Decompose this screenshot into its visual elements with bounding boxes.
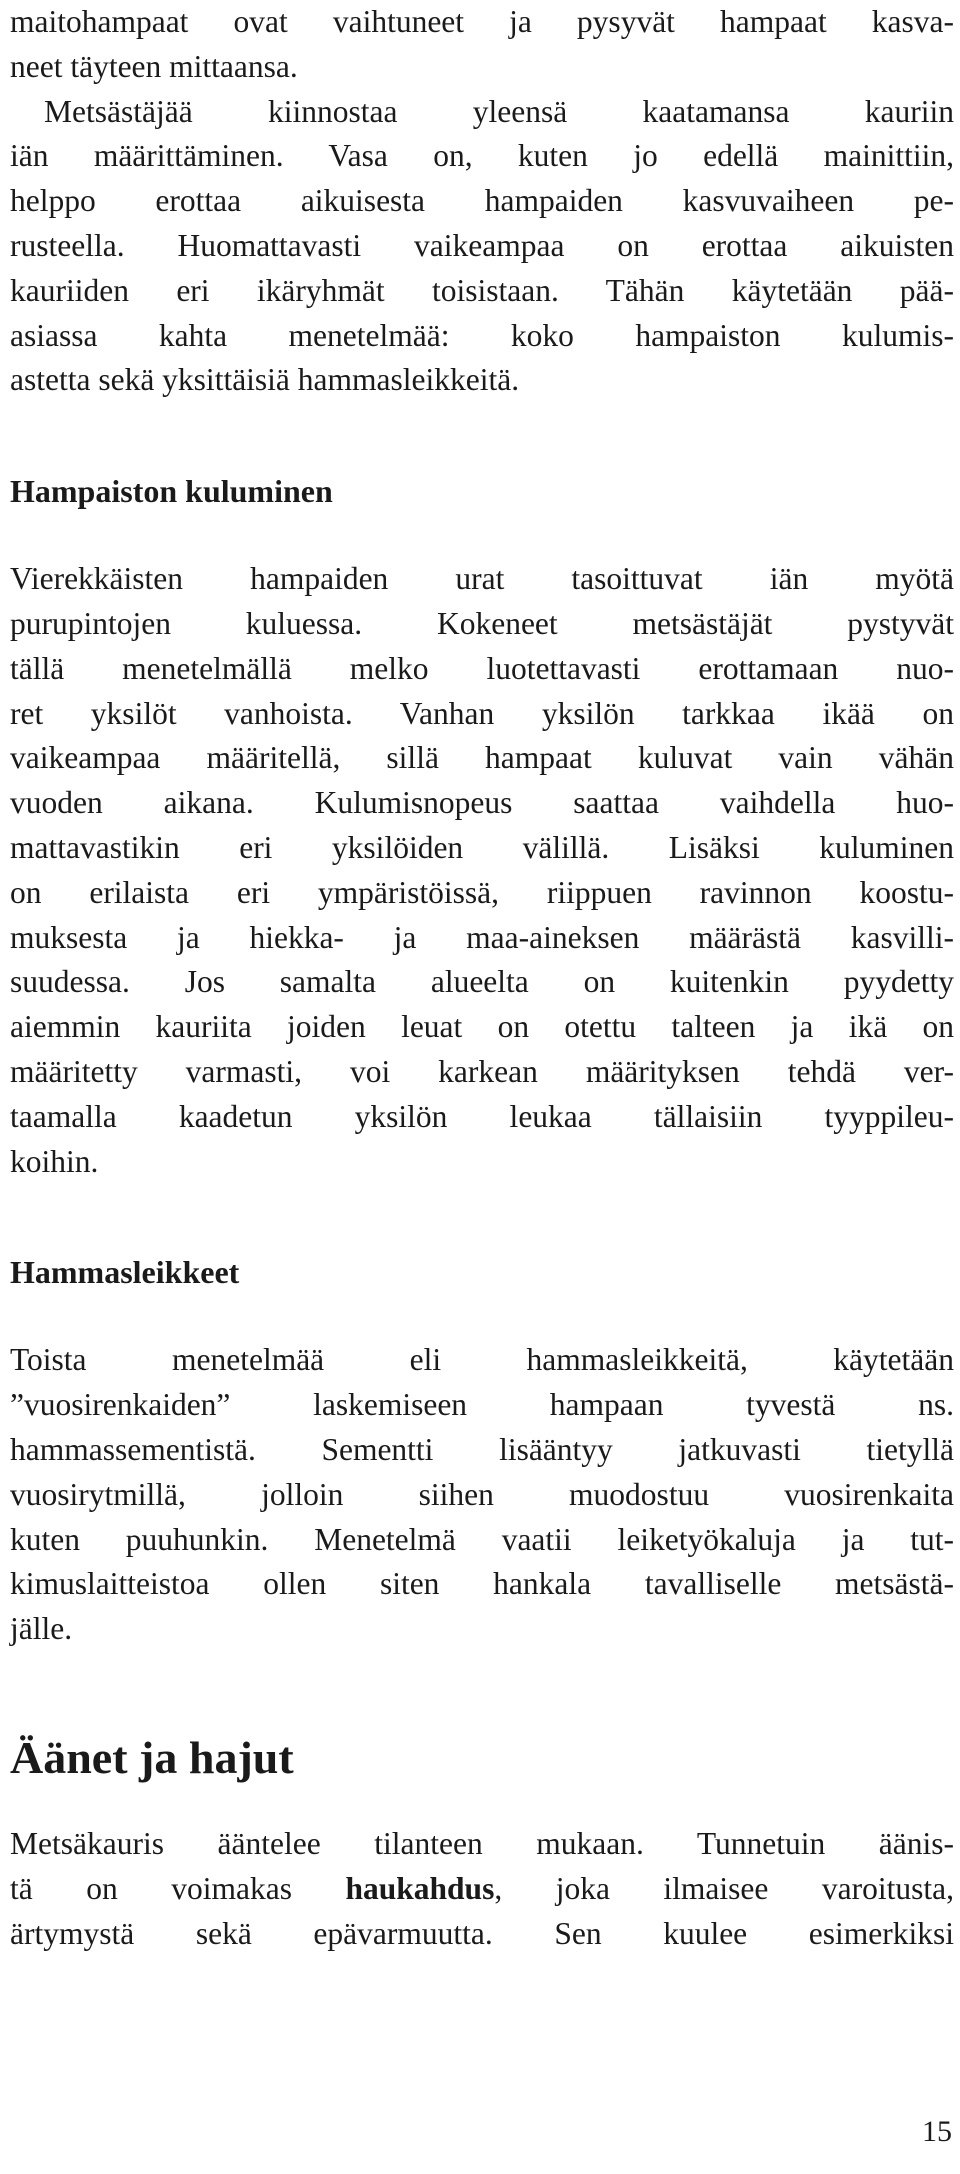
text-line: suudessa. Jos samalta alueelta on kuitenkin pyydetty (10, 964, 954, 1000)
text-line: neet täyteen mittaansa. (10, 48, 298, 84)
text-line: määritetty varmasti, voi karkean määrityksen tehdä ver- (10, 1053, 954, 1089)
text-line: Metsäkauris ääntelee tilanteen mukaan. Tunnetuin äänis- (10, 1825, 954, 1861)
text-line: kuten puuhunkin. Menetelmä vaatii leiketyökaluja ja tut- (10, 1521, 954, 1557)
text-line: vaikeampaa määritellä, sillä hampaat kuluvat vain vähän (10, 740, 954, 776)
text-line: aiemmin kauriita joiden leuat on otettu talteen ja ikä on (10, 1009, 954, 1045)
text-line: kauriiden eri ikäryhmät toisistaan. Tähän käytetään pää- (10, 272, 954, 308)
section-heading-sections: Hammasleikkeet (10, 1254, 240, 1291)
document-page (10, 0, 954, 1956)
text-line: ”vuosirenkaiden” laskemiseen hampaan tyvestä ns. (10, 1387, 954, 1423)
text-line: koihin. (10, 1143, 99, 1179)
text-line: hammassementistä. Sementti lisääntyy jatkuvasti tietyllä (10, 1431, 954, 1467)
text-line: Vierekkäisten hampaiden urat tasoittuvat iän myötä (10, 561, 954, 597)
text-line: asiassa kahta menetelmää: koko hampaiston kulumis- (10, 317, 954, 353)
text-line: Metsästäjää kiinnostaa yleensä kaatamansa kauriin (44, 93, 954, 129)
text-line: vuoden aikana. Kulumisnopeus saattaa vaihdella huo- (10, 785, 954, 821)
text-line: Toista menetelmää eli hammasleikkeitä, käytetään (10, 1342, 954, 1378)
sounds-paragraph (10, 1822, 954, 1956)
wear-paragraph (10, 557, 954, 1184)
text-line: iän määrittäminen. Vasa on, kuten jo edellä mainittiin, (10, 138, 954, 174)
text-line: tällä menetelmällä melko luotettavasti erottamaan nuo- (10, 650, 954, 686)
text-line: maitohampaat ovat vaihtuneet ja pysyvät hampaat kasva- (10, 4, 954, 39)
text-line: ret yksilöt vanhoista. Vanhan yksilön tarkkaa ikää on (10, 695, 954, 731)
text-line: astetta sekä yksittäisiä hammasleikkeitä. (10, 362, 520, 398)
text-line: rusteella. Huomattavasti vaikeampaa on erottaa aikuisten (10, 227, 954, 263)
text-line: ärtymystä sekä epävarmuutta. Sen kuulee esimerkiksi (10, 1915, 954, 1951)
main-heading-sounds: Äänet ja hajut (10, 1731, 294, 1783)
page-number: 15 (922, 2115, 952, 2148)
text-run: , joka ilmaisee varoitusta, (494, 1870, 954, 1906)
text-line: purupintojen kuluessa. Kokeneet metsästäjät pystyvät (10, 605, 954, 641)
text-line: muksesta ja hiekka- ja maa-aineksen määrästä kasvilli- (10, 919, 954, 955)
text-line: mattavastikin eri yksilöiden välillä. Lisäksi kuluminen (10, 829, 954, 865)
section-heading-wear: Hampaiston kuluminen (10, 473, 333, 510)
text-line-with-bold (10, 1867, 954, 1912)
text-line: kimuslaitteistoa ollen siten hankala tavalliselle metsästä- (10, 1566, 954, 1602)
text-run: tä on voimakas (10, 1870, 346, 1906)
text-line: vuosirytmillä, jolloin siihen muodostuu vuosirenkaita (10, 1476, 954, 1512)
text-line: on erilaista eri ympäristöissä, riippuen ravinnon koostu- (10, 874, 954, 910)
bold-term: haukahdus (345, 1870, 495, 1906)
text-line: taamalla kaadetun yksilön leukaa tällaisiin tyyppileu- (10, 1098, 954, 1134)
text-line: jälle. (10, 1611, 73, 1647)
age-paragraph (10, 90, 954, 404)
intro-paragraph (10, 0, 954, 90)
text-line: helppo erottaa aikuisesta hampaiden kasvuvaiheen pe- (10, 183, 954, 219)
sections-paragraph (10, 1338, 954, 1652)
